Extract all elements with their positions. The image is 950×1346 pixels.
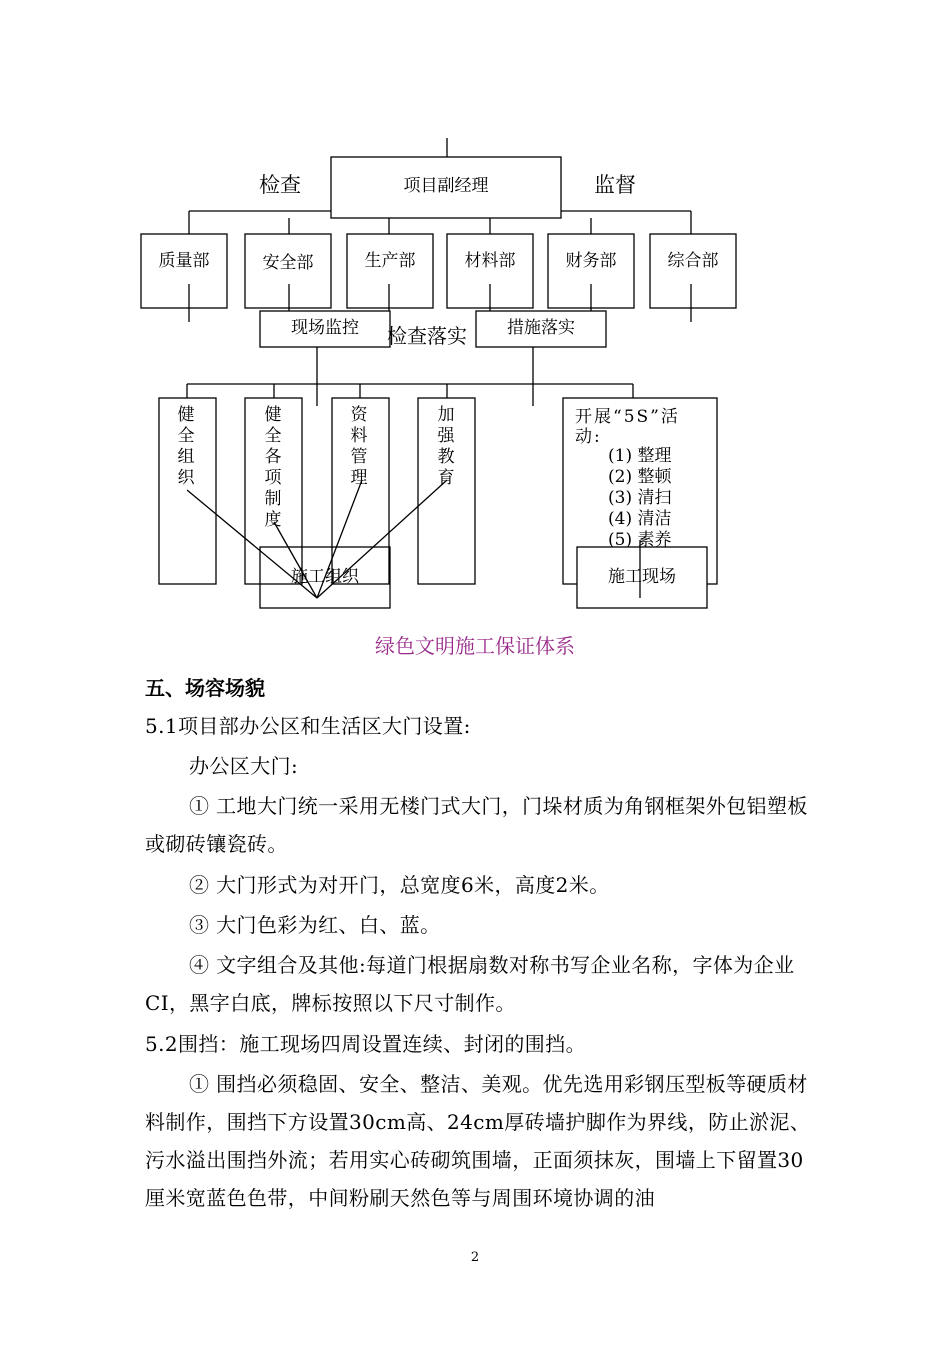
paragraph: ② 大门形式为对开门，总宽度6米，高度2米。 <box>189 873 610 897</box>
monitor-box-label: 现场监控 <box>291 318 359 338</box>
dept-label: 安全部 <box>262 253 314 273</box>
paragraph: 办公区大门: <box>189 754 299 778</box>
fives-item: (2) 整顿 <box>608 467 672 487</box>
vertical-item: 加强教育 <box>437 405 457 488</box>
org-diagram <box>0 0 950 660</box>
left-label: 检查 <box>259 173 301 197</box>
site-box-label: 施工现场 <box>608 567 676 587</box>
dept-label: 财务部 <box>565 251 617 271</box>
paragraph: 5.2围挡：施工现场四周设置连续、封闭的围挡。 <box>145 1032 587 1056</box>
paragraph: ① 围挡必须稳固、安全、整洁、美观。优先选用彩钢压型板等硬质材料制作，围挡下方设置30cm高、24cm厚砖墙护脚作为界线，防止淤泥、污水溢出围挡外流；若用实心砖砌筑围墙，正面须抹灰，围墙上下留置30厘米宽蓝色色带，中间粉刷天然色等与周围环境协调的油 <box>145 1072 811 1210</box>
top-box-label: 项目副经理 <box>403 176 489 196</box>
dept-label: 质量部 <box>158 251 210 271</box>
fives-item: (4) 清洁 <box>608 509 672 529</box>
paragraph: 5.1项目部办公区和生活区大门设置: <box>145 714 471 738</box>
dept-label: 材料部 <box>464 251 516 271</box>
dept-label: 生产部 <box>364 251 416 271</box>
page-number: 2 <box>470 1250 480 1265</box>
diagram-caption: 绿色文明施工保证体系 <box>375 634 575 658</box>
dept-label: 综合部 <box>667 251 719 271</box>
fives-title: 开展“5S”活动: <box>575 407 680 447</box>
measure-box-label: 措施落实 <box>507 318 575 338</box>
vertical-item: 健全各项制度 <box>264 405 284 530</box>
section-title: 五、场容场貌 <box>145 676 265 700</box>
paragraph: ① 工地大门统一采用无楼门式大门，门垛材质为角钢框架外包铝塑板或砌砖镶瓷砖。 <box>145 794 808 856</box>
fives-item: (3) 清扫 <box>608 488 672 508</box>
vertical-item: 健全组织 <box>177 405 197 488</box>
right-label: 监督 <box>594 173 636 197</box>
fives-item: (1) 整理 <box>608 446 672 466</box>
check-text: 检查落实 <box>387 324 467 348</box>
fives-item: (5) 素养 <box>608 530 672 550</box>
paragraph: ④ 文字组合及其他:每道门根据扇数对称书写企业名称，字体为企业CI，黑字白底，牌标按照以下尺寸制作。 <box>145 953 795 1015</box>
paragraph: ③ 大门色彩为红、白、蓝。 <box>189 913 441 937</box>
vertical-item: 资料管理 <box>350 405 370 488</box>
org-box-label: 施工组织 <box>291 567 359 587</box>
